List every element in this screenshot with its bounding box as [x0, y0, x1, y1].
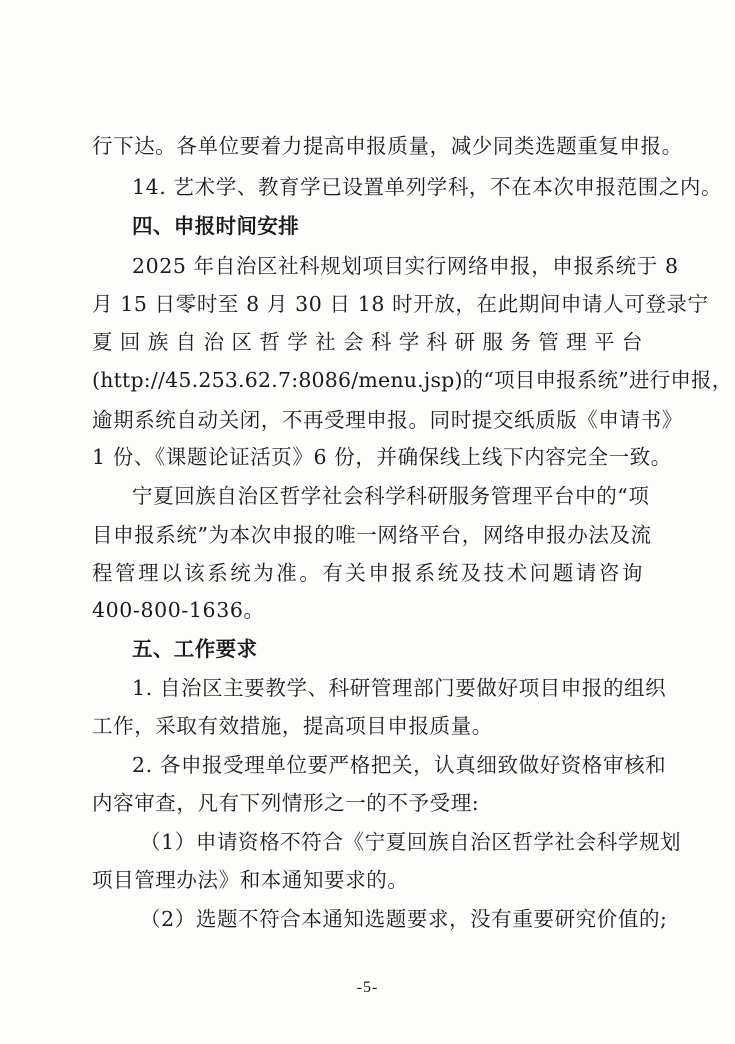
paragraph-line: 1 份、《课题论证活页》6 份，并确保线上线下内容完全一致。: [92, 445, 672, 469]
paragraph-line: 程管理以该系统为准。有关申报系统及技术问题请咨询: [92, 561, 643, 585]
paragraph-line: 工作，采取有效措施，提高项目申报质量。: [92, 714, 493, 738]
paragraph-line: 逾期系统自动关闭，不再受理申报。同时提交纸质版《申请书》: [92, 408, 683, 432]
section-heading-5: 五、工作要求: [132, 637, 258, 661]
paragraph-line: 行下达。各单位要着力提高申报质量，减少同类选题重复申报。: [92, 134, 683, 158]
sub-item-2: （2）选题不符合本通知选题要求，没有重要研究价值的;: [140, 907, 668, 931]
list-item-1: 1. 自治区主要教学、科研管理部门要做好项目申报的组织: [132, 676, 667, 700]
sub-item-1: （1）申请资格不符合《宁夏回族自治区哲学社会科学规划: [140, 830, 682, 854]
paragraph-line: 2025 年自治区社科规划项目实行网络申报，申报系统于 8: [132, 254, 679, 278]
paragraph-line: 宁夏回族自治区哲学社会科学科研服务管理平台中的“项: [132, 484, 650, 508]
list-item-2: 2. 各申报受理单位要严格把关，认真细致做好资格审核和: [132, 753, 667, 777]
paragraph-line: 月 15 日零时至 8 月 30 日 18 时开放，在此期间申请人可登录宁: [92, 292, 709, 316]
paragraph-line-phone: 400-800-1636。: [92, 598, 265, 622]
paragraph-line: 内容审查，凡有下列情形之一的不予受理:: [92, 791, 480, 815]
paragraph-line: 目申报系统”为本次申报的唯一网络平台，网络申报办法及流: [92, 523, 652, 547]
paragraph-line-url: (http://45.253.62.7:8086/menu.jsp)的“项目申报系统”进行申报，: [92, 368, 733, 392]
paragraph-line: 夏回族自治区哲学社会科学科研服务管理平台: [92, 330, 643, 354]
list-item-14: 14. 艺术学、教育学已设置单列学科，不在本次申报范围之内。: [132, 175, 723, 199]
section-heading-4: 四、申报时间安排: [132, 214, 300, 238]
page-number: -5-: [356, 979, 379, 996]
paragraph-line: 项目管理办法》和本通知要求的。: [92, 868, 409, 892]
